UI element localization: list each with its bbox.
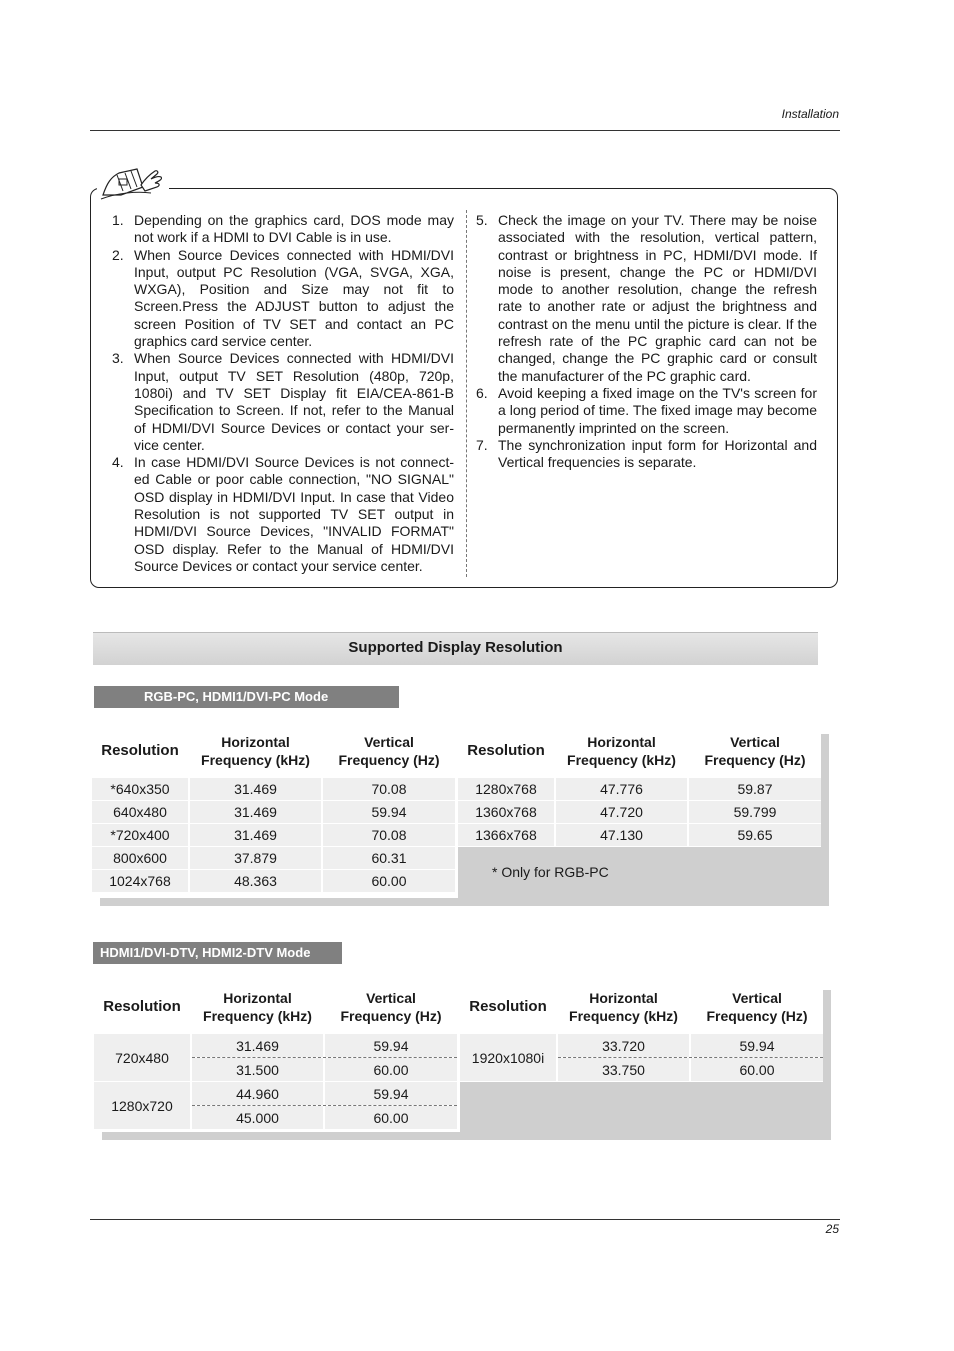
- resolution-cell: 720x480: [94, 1034, 190, 1081]
- horizontal-frequency-cell: 31.500: [192, 1058, 323, 1081]
- note-number: 2.: [112, 246, 124, 263]
- header-vertical-frequency: Vertical Frequency (Hz): [323, 726, 455, 776]
- resolution-cell: *640x350: [92, 778, 188, 800]
- note-item: [112, 350, 454, 454]
- header-horizontal-frequency: Horizontal Frequency (kHz): [556, 726, 687, 776]
- note-text: Depending on the graphics card, DOS mode may not work if a HDMI to DVI Cable is in use.: [134, 212, 454, 246]
- note-number: 7.: [476, 436, 488, 453]
- row-separator: [192, 1057, 457, 1058]
- horizontal-frequency-cell: 33.750: [558, 1058, 689, 1081]
- header-resolution: Resolution: [94, 982, 190, 1032]
- row-separator: [558, 1057, 823, 1058]
- header-resolution: Resolution: [92, 726, 188, 776]
- pc-mode-label: RGB-PC, HDMI1/DVI-PC Mode: [94, 686, 399, 708]
- note-number: 4.: [112, 454, 124, 471]
- horizontal-frequency-cell: 47.776: [556, 778, 687, 800]
- page-number: 25: [825, 1222, 839, 1236]
- vertical-frequency-cell: 60.00: [325, 1058, 457, 1081]
- vertical-frequency-cell: 70.08: [323, 778, 455, 800]
- notes-right-column: [476, 212, 817, 471]
- resolution-cell: 800x600: [92, 847, 188, 869]
- vertical-frequency-cell: 59.94: [325, 1082, 457, 1105]
- pc-mode-table: [92, 726, 821, 898]
- header-rule: [90, 130, 840, 131]
- rgb-pc-footnote: * Only for RGB-PC: [492, 864, 609, 880]
- vertical-frequency-cell: 59.87: [689, 778, 821, 800]
- horizontal-frequency-cell: 47.720: [556, 801, 687, 823]
- footer-rule: [90, 1219, 840, 1220]
- vertical-frequency-cell: 59.65: [689, 824, 821, 846]
- header-horizontal-frequency: Horizontal Frequency (kHz): [558, 982, 689, 1032]
- resolution-cell: 640x480: [92, 801, 188, 823]
- dtv-mode-table: [94, 982, 823, 1132]
- vertical-frequency-cell: 70.08: [323, 824, 455, 846]
- note-text: Check the image on your TV. There may be noise associated with the resolution, vertical pattern, contrast or brightness in PC, HDMI/DVI mode. If noise is present, change the PC or HDMI/DVI mode to another resolution, change the refresh rate to another rate or adjust the brightness and contrast on the menu until the picture is clear. If the refresh rate of the PC graphic card can not be changed, change the PC graphic card or consult the manufacturer of the PC graphic card.: [498, 212, 817, 384]
- horizontal-frequency-cell: 31.469: [190, 824, 321, 846]
- dtv-mode-label: HDMI1/DVI-DTV, HDMI2-DTV Mode: [93, 942, 342, 964]
- note-item: [476, 437, 817, 472]
- header-resolution: Resolution: [458, 726, 554, 776]
- vertical-frequency-cell: 60.00: [691, 1058, 823, 1081]
- resolution-cell: 1280x768: [458, 778, 554, 800]
- note-item: [112, 212, 454, 247]
- note-item: [476, 212, 817, 385]
- vertical-frequency-cell: 59.94: [323, 801, 455, 823]
- note-text: The synchronization input form for Horizontal and Vertical frequencies is separate.: [498, 436, 817, 471]
- notepad-hand-icon: [97, 165, 169, 205]
- horizontal-frequency-cell: 44.960: [192, 1082, 323, 1105]
- horizontal-frequency-cell: 45.000: [192, 1106, 323, 1129]
- horizontal-frequency-cell: 33.720: [558, 1034, 689, 1057]
- note-item: [112, 247, 454, 351]
- vertical-frequency-cell: 59.94: [325, 1034, 457, 1057]
- section-label: Installation: [781, 107, 839, 121]
- notes-left-column: [112, 212, 454, 575]
- vertical-frequency-cell: 59.94: [691, 1034, 823, 1057]
- header-vertical-frequency: Vertical Frequency (Hz): [325, 982, 457, 1032]
- note-text: In case HDMI/DVI Source Devices is not connect-ed Cable or poor cable connection, "NO SIGNAL" OSD display in HDMI/DVI Input. In case that Video Resolution is not supported TV SET output in HDMI/DVI Source Devices, "INVALID FORMAT" OSD display. Refer to the Manual of HDMI/DVI Source Devices or contact your service center.: [134, 454, 454, 574]
- horizontal-frequency-cell: 48.363: [190, 870, 321, 892]
- note-text: When Source Devices connected with HDMI/DVI Input, output TV SET Resolution (480p, 720p, 1080i) and TV SET Display fit EIA/CEA-861-B Specification to Screen. If not, refer to the Manual of HDMI/DVI Source Devices or contact your ser-vice center.: [134, 350, 454, 453]
- horizontal-frequency-cell: 47.130: [556, 824, 687, 846]
- note-text: Avoid keeping a fixed image on the TV's screen for a long period of time. The fixed image may become permanently imprinted on the screen.: [498, 384, 817, 436]
- empty-area: [460, 1082, 823, 1132]
- header-horizontal-frequency: Horizontal Frequency (kHz): [190, 726, 321, 776]
- notes-divider: [466, 210, 467, 577]
- note-number: 1.: [112, 212, 124, 228]
- horizontal-frequency-cell: 31.469: [190, 778, 321, 800]
- resolution-cell: 1920x1080i: [460, 1034, 556, 1081]
- header-vertical-frequency: Vertical Frequency (Hz): [691, 982, 823, 1032]
- horizontal-frequency-cell: 37.879: [190, 847, 321, 869]
- header-resolution: Resolution: [460, 982, 556, 1032]
- note-number: 3.: [112, 350, 124, 367]
- page-title: Supported Display Resolution: [93, 632, 818, 665]
- horizontal-frequency-cell: 31.469: [192, 1034, 323, 1057]
- header-vertical-frequency: Vertical Frequency (Hz): [689, 726, 821, 776]
- horizontal-frequency-cell: 31.469: [190, 801, 321, 823]
- resolution-cell: 1024x768: [92, 870, 188, 892]
- vertical-frequency-cell: 60.00: [325, 1106, 457, 1129]
- vertical-frequency-cell: 60.31: [323, 847, 455, 869]
- resolution-cell: *720x400: [92, 824, 188, 846]
- resolution-cell: 1366x768: [458, 824, 554, 846]
- header-horizontal-frequency: Horizontal Frequency (kHz): [192, 982, 323, 1032]
- resolution-cell: 1360x768: [458, 801, 554, 823]
- note-number: 5.: [476, 212, 488, 228]
- vertical-frequency-cell: 60.00: [323, 870, 455, 892]
- vertical-frequency-cell: 59.799: [689, 801, 821, 823]
- note-item: [112, 454, 454, 575]
- note-number: 6.: [476, 384, 488, 401]
- resolution-cell: 1280x720: [94, 1082, 190, 1129]
- note-text: When Source Devices connected with HDMI/DVI Input, output PC Resolution (VGA, SVGA, XGA, WXGA), Position and Size may not fit to Screen.Press the ADJUST button to adjust the screen Position of TV SET and contact an PC graphics card service center.: [134, 246, 454, 350]
- note-item: [476, 385, 817, 437]
- row-separator: [192, 1105, 457, 1106]
